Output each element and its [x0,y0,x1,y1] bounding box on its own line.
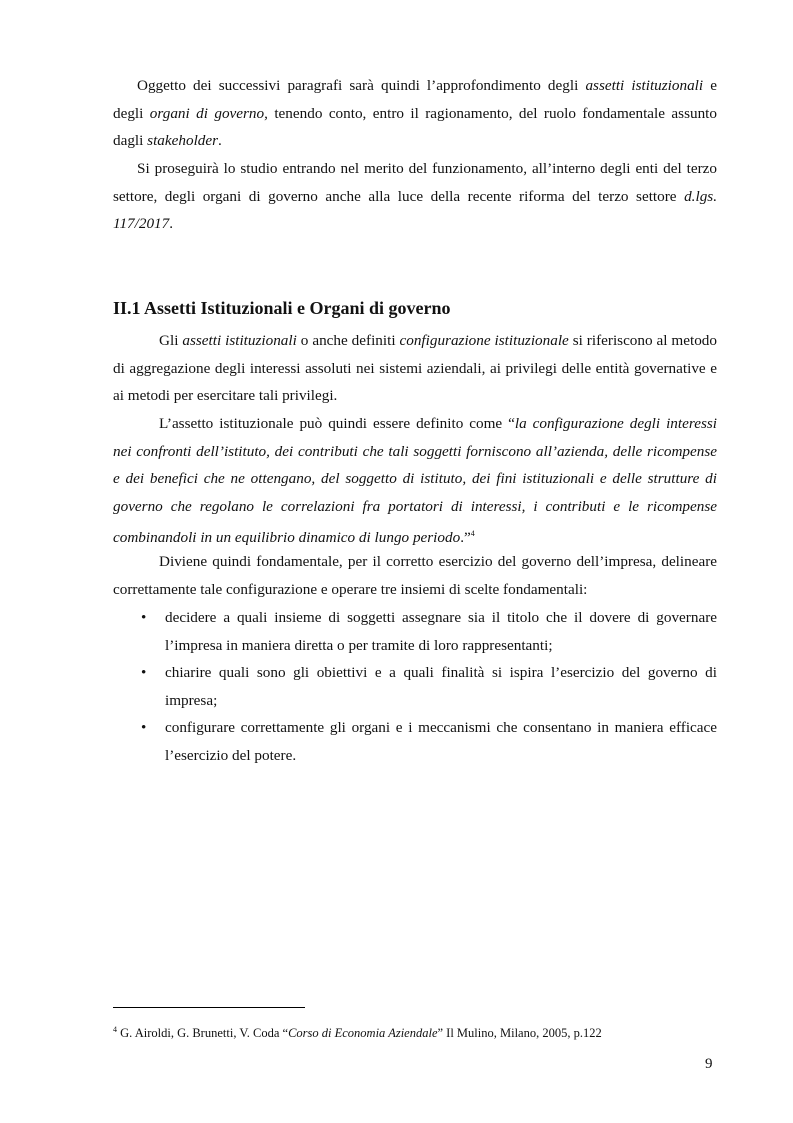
italic-term: d.lgs. 117/2017 [113,187,717,233]
footnote-divider [113,1007,305,1008]
intro-paragraph-1 [113,72,717,155]
footnote-authors: G. Airoldi, G. Brunetti, V. Coda “ [117,1026,289,1041]
text-run: Oggetto dei successivi paragrafi sarà quindi l’approfondimento degli [137,77,586,94]
footnote-publisher: ” Il Mulino, Milano, 2005, p.122 [437,1026,602,1041]
list-item [113,659,717,714]
section-heading: II.1 Assetti Istituzionali e Organi di governo [113,298,451,318]
italic-term: assetti istituzionali [585,77,704,94]
text-run: , tenendo conto, entro il ragionamento, del ruolo fondamentale assunto dagli [113,104,717,150]
page-number: 9 [705,1056,713,1072]
footnote-title: Corso di Economia Aziendale [288,1026,438,1041]
text-run: . [218,132,222,150]
italic-term: organi di governo [149,104,265,122]
section-paragraph-3: Diviene quindi fondamentale, per il corretto esercizio del governo dell’impresa, delineare correttamente tale configurazione e operare tre insiemi di scelte fondamentali: [113,553,717,598]
text-run: L’assetto istituzionale può quindi essere definito come “ [159,415,515,432]
text-run: .” [460,529,471,547]
list-item [113,604,717,659]
list-item-text: decidere a quali insieme di soggetti assegnare sia il titolo che il dovere di governare l’impresa in maniera diretta o per tramite di loro rappresentanti; [165,609,717,654]
list-item [113,714,717,769]
text-run: si riferiscono al metodo di aggregazione degli interessi assoluti nei sistemi aziendali, ai privilegi delle entità governative e ai metodi per esercitare tali privilegi. [113,332,717,405]
footnote-ref[interactable]: 4 [470,529,475,539]
italic-term: stakeholder [147,132,219,150]
footnote [113,1025,602,1041]
footnote-number: 4 [113,1025,117,1034]
italic-term: assetti istituzionali [182,332,297,349]
text-run: Gli [159,332,183,349]
section-paragraph-2 [113,410,717,552]
text-run: e degli [113,77,717,122]
intro-paragraph-2 [113,155,717,238]
bullet-icon: • [141,609,147,626]
text-run: Si proseguirà lo studio entrando nel merito del funzionamento, all’interno degli enti del terzo settore, degli organi di governo anche alla luce della recente riforma del terzo settore [113,160,717,205]
bullet-icon: • [141,719,147,737]
italic-term: configurazione istituzionale [399,332,569,349]
quoted-definition: la configurazione degli interessi nei confronti dell’istituto, dei contributi che tali soggetti forniscono all’azienda, delle ricompense e dei benefici che ne ottengano, del soggetto di istituto, dei fini istituzionali e delle strutture di governo che regolano le correlazioni fra portatori di interessi, i contributi e le ricompense combinandoli in un equilibrio dinamico di lungo periodo [113,415,717,547]
section-paragraph-1 [113,327,717,410]
text-run: . [169,215,174,233]
text-run: o anche definiti [296,332,400,349]
bullet-icon: • [141,664,147,682]
list-item-text: configurare correttamente gli organi e i meccanismi che consentano in maniera efficace l’esercizio del potere. [165,719,717,764]
choices-list [113,604,717,770]
list-item-text: chiarire quali sono gli obiettivi e a quali finalità si ispira l’esercizio del governo di impresa; [165,664,717,709]
